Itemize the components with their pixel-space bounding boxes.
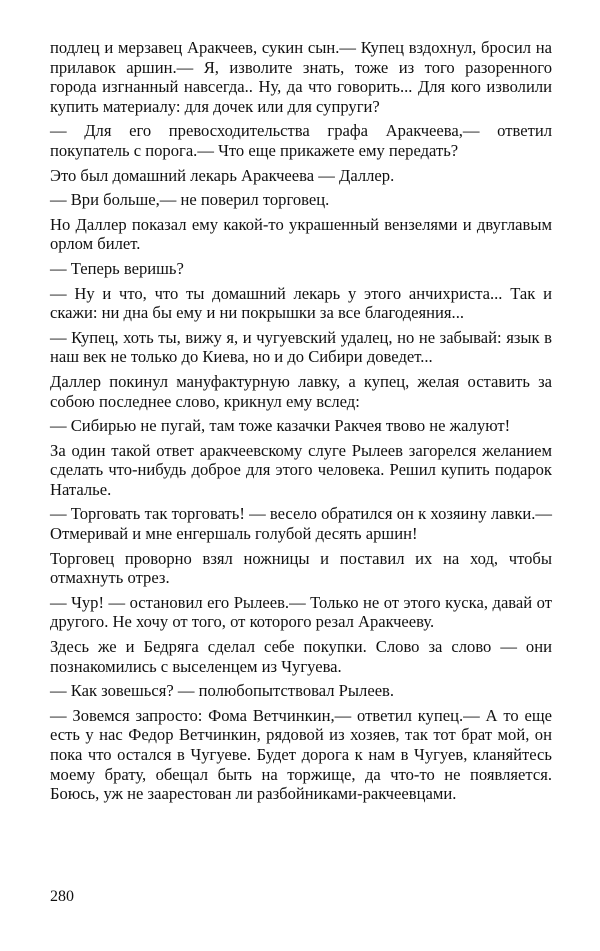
paragraph: — Теперь веришь?: [50, 258, 184, 278]
paragraph: подлец и мерзавец Аракчеев, сукин сын.— Купец вздохнул, бросил на прилавок аршин.— Я, изволите знать, тоже из того разоренного города изгнанный навсегда.. Ну, да что говорить... Для кого изволили купить материалу: для дочек или для супруги?: [50, 38, 552, 116]
paragraph: Но Даллер показал ему какой-то украшенный вензелями и двуглавым орлом билет.: [50, 214, 552, 254]
paragraph: — Сибирью не пугай, там тоже казачки Ракчея твово не жалуют!: [50, 416, 511, 436]
paragraph: Это был домашний лекарь Аракчеева — Даллер.: [50, 165, 395, 185]
paragraph: — Купец, хоть ты, вижу я, и чугуевский удалец, но не забывай: язык в наш век не только до Киева, но и до Сибири доведет...: [50, 327, 552, 367]
paragraph: — Ври больше,— не поверил торговец.: [50, 190, 330, 210]
paragraph: За один такой ответ аракчеевскому слуге Рылеев загорелся желанием сделать что-нибудь доброе для этого человека. Решил купить подарок Наталье.: [50, 440, 552, 499]
page-number: 280: [50, 888, 74, 905]
paragraph: — Зовемся запросто: Фома Ветчинкин,— ответил купец.— А то еще есть у нас Федор Ветчинкин, рядовой из хозяев, так тот брат мой, он пока что остался в Чугуеве. Будет дорога к нам в Чугуев, кланяйтесь моему брату, обещал быть на торжище, да что-то не появляется. Боюсь, уж не заарестован ли разбойниками-ракчеевцами.: [50, 705, 552, 804]
paragraph: Здесь же и Бедряга сделал себе покупки. Слово за слово — они познакомились с выселенцем из Чугуева.: [50, 637, 552, 676]
paragraph: — Чур! — остановил его Рылеев.— Только не от этого куска, давай от другого. Не хочу от того, от которого резал Аракчееву.: [50, 592, 552, 632]
paragraph: — Как зовешься? — полюбопытствовал Рылеев.: [50, 681, 395, 701]
paragraph: Даллер покинул мануфактурную лавку, а купец, желая оставить за собою последнее слово, крикнул ему вслед:: [50, 371, 552, 411]
paragraph: — Для его превосходительства графа Аракчеева,— ответил покупатель с порога.— Что еще прикажете ему передать?: [50, 121, 552, 160]
paragraph: Торговец проворно взял ножницы и поставил их на ход, чтобы отмахнуть отрез.: [50, 548, 552, 588]
page-text-block: [50, 38, 552, 809]
paragraph: — Торговать так торговать! — весело обратился он к хозяину лавки.— Отмеривай и мне енгершаль голубой десять аршин!: [50, 504, 552, 544]
paragraph: — Ну и что, что ты домашний лекарь у этого анчихриста... Так и скажи: ни дна бы ему и ни покрышки за все благодеяния...: [50, 283, 552, 323]
